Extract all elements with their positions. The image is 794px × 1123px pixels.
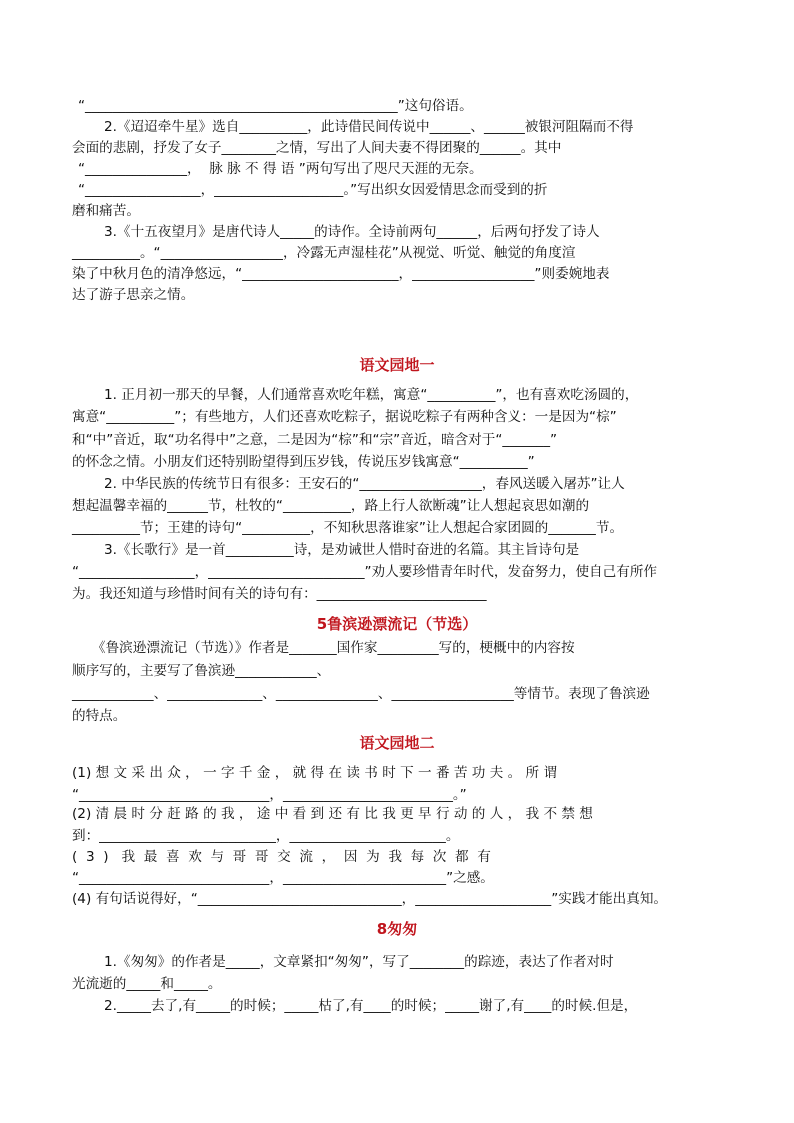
garden2-line-6: “____________________________，________________________”之感。 — [72, 870, 494, 886]
garden2-line-4: 到：__________________________，_______________________。 — [72, 828, 460, 844]
robinson-line-1: 《鲁滨逊漂流记（节选）》作者是_______国作家_________写的，梗概中的内容按 — [92, 640, 575, 656]
garden2-line-5: ( 3 ) 我 最 喜 欢 与 哥 哥 交 流 ， 因 为 我 每 次 都 有 — [72, 849, 491, 865]
robinson-line-2: 顺序写的，主要写了鲁滨逊____________、 — [72, 663, 331, 679]
robinson-title: 5鲁滨逊漂流记（节选） — [316, 615, 478, 633]
intro-line-8: __________。“__________________，冷露无声湿桂花”从视觉、听觉、触觉的角度渲 — [72, 245, 576, 261]
intro-line-2: 2.《迢迢牵牛星》选自__________，此诗借民间传说中______、______被银河阻隔而不得 — [104, 119, 634, 135]
intro-line-7: 3.《十五夜望月》是唐代诗人_____的诗作。全诗前两句______，后两句抒发了诗人 — [104, 224, 600, 240]
garden1-line-3: 和“中”音近，取“功名得中”之意，二是因为“棕”和“宗”音近，暗含对于“_______” — [72, 432, 558, 448]
congcong-title: 8匆匆 — [376, 920, 418, 938]
robinson-line-3: ____________、______________、_______________、__________________等情节。表现了鲁滨逊 — [72, 686, 650, 702]
garden1-line-7: __________节；王建的诗句“__________，不知秋思落谁家”让人想起合家团圆的_______节。 — [72, 520, 624, 536]
garden1-line-6: 想起温馨幸福的______节，杜牧的“__________，路上行人欲断魂”让人想起哀思如潮的 — [72, 498, 590, 514]
congcong-line-3: 2._____去了,有_____的时候；_____枯了,有____的时候；_____谢了,有____的时候.但是， — [104, 998, 638, 1014]
congcong-line-1: 1.《匆匆》的作者是_____，文章紧扣“匆匆”，写了________的踪迹，表达了作者对时 — [104, 954, 614, 970]
garden1-line-2: 寓意“__________”；有些地方，人们还喜欢吃粽子，据说吃粽子有两种含义：一是因为“棕” — [72, 409, 617, 425]
garden1-title: 语文园地一 — [359, 356, 435, 374]
intro-line-1: “______________________________________________”这句俗语。 — [78, 98, 473, 114]
garden2-line-2: “____________________________，_________________________。” — [72, 787, 467, 803]
congcong-line-2: 光流逝的_____和_____。 — [72, 976, 222, 992]
garden1-line-10: 为。我还知道与珍惜时间有关的诗句有：_________________________ — [72, 586, 487, 602]
garden1-line-5: 2. 中华民族的传统节日有很多：王安石的“__________________，春风送暖入屠苏”让人 — [104, 476, 625, 492]
intro-line-5: “_________________，___________________。”写出织女因爱情思念而受到的折 — [78, 182, 548, 198]
garden1-line-9: “_________________，_______________________”劝人要珍惜青年时代，发奋努力，使自己有所作 — [72, 564, 658, 580]
intro-line-9: 染了中秋月色的清净悠远，“_______________________，__________________”则委婉地表 — [72, 266, 610, 282]
intro-line-10: 达了游子思亲之情。 — [72, 287, 195, 303]
intro-line-4: “_______________， 脉 脉 不 得 语 ”两句写出了咫尺天涯的无奈。 — [78, 161, 483, 177]
robinson-line-4: 的特点。 — [72, 708, 127, 724]
garden2-line-7: (4) 有句话说得好，“______________________________，____________________”实践才能出真知。 — [72, 891, 668, 907]
garden1-line-1: 1. 正月初一那天的早餐，人们通常喜欢吃年糕，寓意“__________”，也有喜欢吃汤圆的， — [104, 387, 639, 403]
garden1-line-8: 3.《长歌行》是一首__________诗，是劝诫世人惜时奋进的名篇。其主旨诗句是 — [104, 542, 580, 558]
intro-line-3: 会面的悲剧，抒发了女子________之情，写出了人间夫妻不得团聚的______。其中 — [72, 140, 562, 156]
garden1-line-4: 的怀念之情。小朋友们还特别盼望得到压岁钱，传说压岁钱寓意“__________” — [72, 454, 535, 470]
garden2-line-1: (1) 想 文 采 出 众 ， 一 字 千 金 ， 就 得 在 读 书 时 下 一 番 苦 功 夫 。 所 谓 — [72, 765, 558, 781]
intro-line-6: 磨和痛苦。 — [72, 203, 140, 219]
garden2-title: 语文园地二 — [359, 734, 435, 752]
garden2-line-3: (2) 清 晨 时 分 赶 路 的 我 ， 途 中 看 到 还 有 比 我 更 早 行 动 的 人 ， 我 不 禁 想 — [72, 806, 593, 822]
